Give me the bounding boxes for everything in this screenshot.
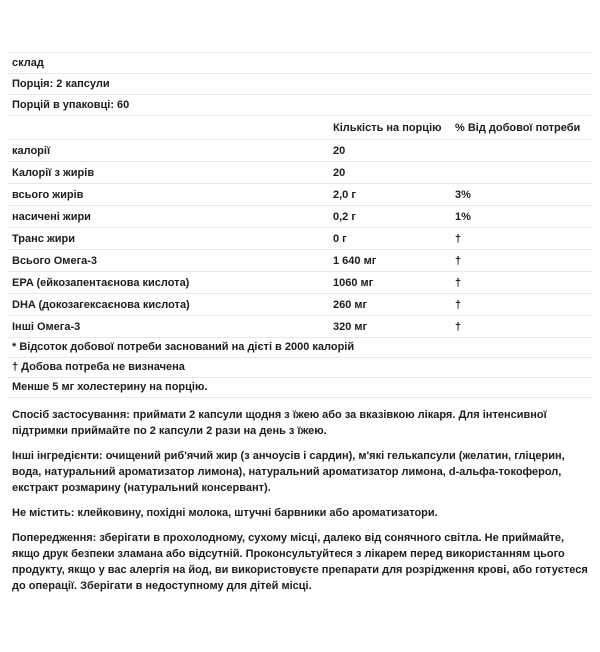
- servings-per-pack-label: Порцій в упаковці: 60: [12, 99, 130, 111]
- nutrient-amount: 20: [333, 144, 346, 157]
- table-row: [8, 206, 592, 228]
- does-not-contain-paragraph: Не містить: клейковину, похідні молока, штучні барвники або ароматизатори.: [12, 507, 438, 519]
- nutrient-amount: 1060 мг: [333, 276, 374, 289]
- serving-size-row: [8, 74, 592, 95]
- table-row: [8, 316, 592, 338]
- table-row: [8, 294, 592, 316]
- footnote-text: † Добова потреба не визначена: [12, 361, 185, 373]
- warnings-paragraph: Попередження: зберігати в прохолодному, сухому місці, далеко від сонячного світла. Не приймайте, якщо друк безпеки зламана або відсутній. Проконсультуйтеся з лікарем перед використанням цього продукту, якщо у вас алергія на йод, ви використовуєте препарати для розрідження крові, або готуєтеся до операції. Зберігати в недоступному для дітей місці.: [12, 532, 588, 592]
- nutrient-dv: 1%: [455, 210, 471, 223]
- nutrient-label: EPA (ейкозапентаєнова кислота): [12, 276, 190, 289]
- nutrient-label: Всього Омега-3: [12, 254, 98, 267]
- footnote-text: Менше 5 мг холестерину на порцію.: [12, 381, 208, 393]
- nutrient-amount: 1 640 мг: [333, 254, 377, 267]
- column-header-daily-value: % Від добової потреби: [455, 121, 581, 134]
- table-header-row: [8, 116, 592, 140]
- nutrient-amount: 320 мг: [333, 320, 368, 333]
- table-row: [8, 162, 592, 184]
- usage-paragraph: Спосіб застосування: приймати 2 капсули щодня з їжею або за вказівкою лікаря. Для інтенсивної підтримки приймайте по 2 капсули 2 рази на день з їжею.: [12, 409, 547, 437]
- nutrient-amount: 260 мг: [333, 298, 368, 311]
- servings-per-pack-row: [8, 95, 592, 116]
- nutrient-label: Інші Омега-3: [12, 320, 81, 333]
- table-row: [8, 272, 592, 294]
- nutrient-dv: †: [455, 254, 462, 267]
- column-header-amount: Кількість на порцію: [333, 121, 442, 134]
- table-row: [8, 228, 592, 250]
- other-ingredients-paragraph: Інші інгредієнти: очищений риб'ячий жир (з анчоусів і сардин), м'які гелькапсули (желатин, гліцерин, вода, натуральний ароматизатор лимона), натуральний ароматизатор лимона, d-альфа-токоферол, екстракт розмарину (натуральний консервант).: [12, 450, 565, 494]
- composition-title-label: склад: [12, 57, 44, 69]
- table-row: [8, 184, 592, 206]
- nutrient-amount: 0 г: [333, 232, 347, 245]
- nutrient-dv: †: [455, 232, 462, 245]
- nutrient-label: Транс жири: [12, 232, 75, 245]
- nutrient-label: калорії: [12, 144, 51, 157]
- footnote-dagger: [8, 358, 592, 378]
- nutrient-label: DHA (докозагексаєнова кислота): [12, 298, 190, 311]
- nutrient-label: Калорії з жирів: [12, 166, 95, 179]
- footnote-daily-value: [8, 338, 592, 358]
- supplement-facts-panel: [8, 52, 592, 398]
- nutrient-amount: 0,2 г: [333, 210, 356, 223]
- nutrient-label: насичені жири: [12, 210, 91, 223]
- nutrient-label: всього жирів: [12, 188, 84, 201]
- nutrient-dv: †: [455, 298, 462, 311]
- composition-title: [8, 53, 592, 74]
- nutrient-amount: 20: [333, 166, 346, 179]
- footnote-text: * Відсоток добової потреби заснований на дієті в 2000 калорій: [12, 341, 355, 353]
- table-row: [8, 140, 592, 162]
- nutrient-dv: †: [455, 320, 462, 333]
- description-section: [8, 407, 592, 594]
- table-row: [8, 250, 592, 272]
- nutrient-amount: 2,0 г: [333, 188, 356, 201]
- footnote-cholesterol: [8, 378, 592, 398]
- nutrient-dv: 3%: [455, 188, 471, 201]
- nutrient-dv: †: [455, 276, 462, 289]
- serving-size-label: Порція: 2 капсули: [12, 78, 110, 90]
